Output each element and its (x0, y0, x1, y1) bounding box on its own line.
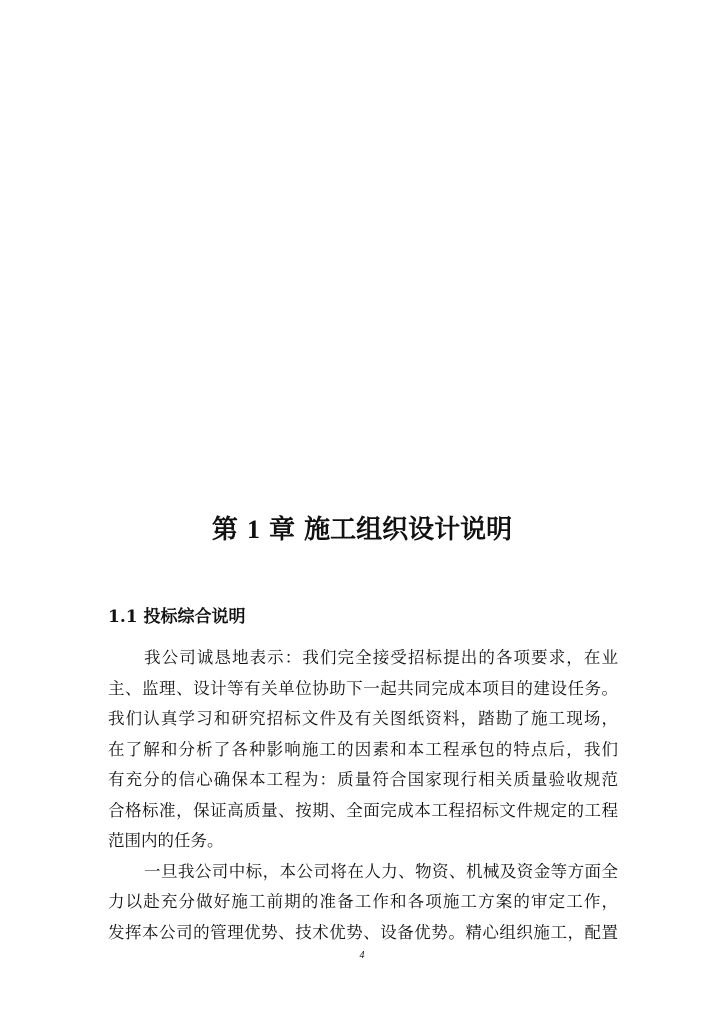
paragraph-1-line-7: 范围内的任务。 (108, 831, 224, 850)
page-number: 4 (359, 950, 365, 961)
paragraph-1-line-1: 我公司诚恳地表示：我们完全接受招标提出的各项要求，在业 (144, 648, 618, 667)
chapter-title-prefix: 第 (211, 515, 238, 545)
body-text (108, 643, 618, 948)
chapter-title-text: 章 施工组织设计说明 (269, 515, 513, 545)
chapter-title (0, 510, 724, 550)
paragraph-2-line-3: 发挥本公司的管理优势、技术优势、设备优势。精心组织施工，配置 (108, 922, 618, 942)
section-title: 1.1 投标综合说明 (108, 607, 246, 627)
paragraph-1-line-6: 合格标准，保证高质量、按期、全面完成本工程招标文件规定的工程 (108, 800, 618, 820)
paragraph-1-line-3: 我们认真学习和研究招标文件及有关图纸资料，踏勘了施工现场， (108, 709, 618, 728)
paragraph-1-line-2: 主、监理、设计等有关单位协助下一起共同完成本项目的建设任务。 (108, 678, 618, 698)
paragraph-2-line-1: 一旦我公司中标，本公司将在人力、物资、机械及资金等方面全 (144, 861, 618, 881)
paragraph-1-line-5: 有充分的信心确保本工程为：质量符合国家现行相关质量验收规范 (108, 770, 618, 789)
paragraph-1-line-4: 在了解和分析了各种影响施工的因素和本工程承包的特点后，我们 (108, 739, 618, 759)
chapter-number: 1 (246, 515, 260, 544)
paragraph-2-line-2: 力以赴充分做好施工前期的准备工作和各项施工方案的审定工作， (108, 892, 618, 911)
